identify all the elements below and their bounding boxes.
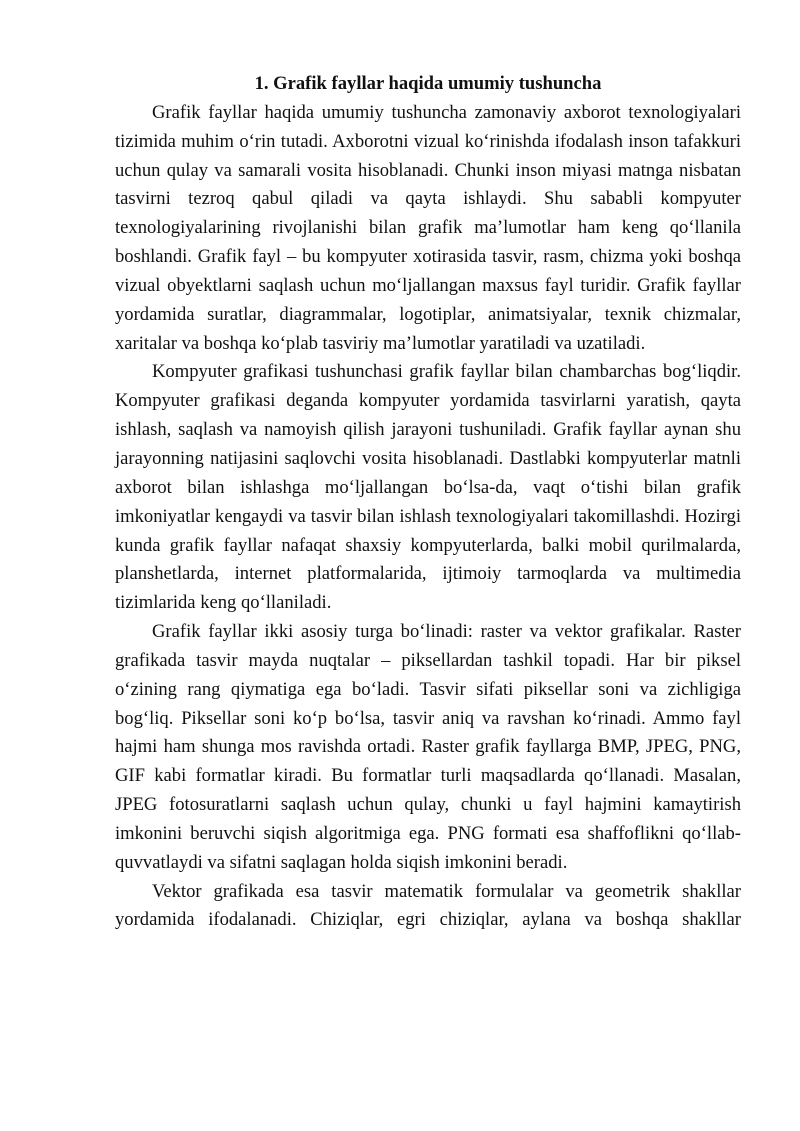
paragraph-2: Kompyuter grafikasi tushunchasi grafik fayllar bilan chambarchas bog‘liqdir. Kompyuter grafikasi deganda kompyuter yordamida tasvirlarni yaratish, qayta ishlash, saqlash va namoyish qilish jarayoni tushuniladi. Grafik fayllar aynan shu jarayonning natijasini saqlovchi vosita hisoblanadi. Dastlabki kompyuterlar matnli axborot bilan ishlashga mo‘ljallangan bo‘lsa-da, vaqt o‘tishi bilan grafik imkoniyatlar kengaydi va tasvir bilan ishlash texnologiyalari takomillashdi. Hozirgi kunda grafik fayllar nafaqat shaxsiy kompyuterlarda, balki mobil qurilmalarda, planshetlarda, internet platformalarida, ijtimoiy tarmoqlarda va multimedia tizimlarida keng qo‘llaniladi. (115, 361, 741, 614)
paragraph-1: Grafik fayllar haqida umumiy tushuncha zamonaviy axborot texnologiyalari tizimida muhim o‘rin tutadi. Axborotni vizual ko‘rinishda ifodalash inson tafakkuri uchun qulay va samarali vosita hisoblanadi. Chunki inson miyasi matnga nisbatan tasvirni tezroq qabul qiladi va qayta ishlaydi. Shu sababli kompyuter texnologiyalarining rivojlanishi bilan grafik ma’lumotlar ham keng qo‘llanila boshlandi. Grafik fayl – bu kompyuter xotirasida tasvir, rasm, chizma yoki boshqa vizual obyektlarni saqlash uchun mo‘ljallangan maxsus fayl turidir. Grafik fayllar yordamida suratlar, diagrammalar, logotiplar, animatsiyalar, texnik chizmalar, xaritalar va boshqa ko‘plab tasviriy ma’lumotlar yaratiladi va uzatiladi. (115, 101, 741, 354)
paragraph-4: Vektor grafikada esa tasvir matematik formulalar va geometrik shakllar yordamida ifodalanadi. Chiziqlar, egri chiziqlar, aylana va boshqa shakllar (115, 880, 741, 931)
document-page (115, 70, 741, 935)
section-title: 1. Grafik fayllar haqida umumiy tushuncha (254, 73, 602, 94)
paragraph-3: Grafik fayllar ikki asosiy turga bo‘linadi: raster va vektor grafikalar. Raster grafikada tasvir mayda nuqtalar – piksellardan tashkil topadi. Har bir piksel o‘zining rang qiymatiga ega bo‘ladi. Tasvir sifati piksellar soni va zichligiga bog‘liq. Piksellar soni ko‘p bo‘lsa, tasvir aniq va ravshan ko‘rinadi. Ammo fayl hajmi ham shunga mos ravishda ortadi. Raster grafik fayllarga BMP, JPEG, PNG, GIF kabi formatlar kiradi. Bu formatlar turli maqsadlarda qo‘llanadi. Masalan, JPEG fotosuratlarni saqlash uchun qulay, chunki u fayl hajmini kamaytirish imkonini beruvchi siqish algoritmiga ega. PNG formati esa shaffoflikni qo‘llab-quvvatlaydi va sifatni saqlagan holda siqish imkonini beradi. (115, 621, 741, 873)
